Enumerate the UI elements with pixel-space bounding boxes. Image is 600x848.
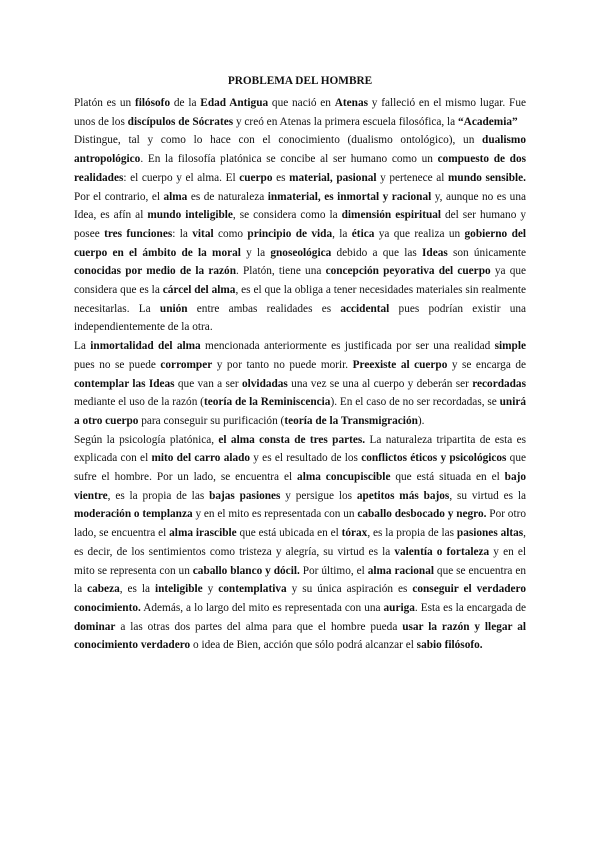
bold-text-run: “Academia” xyxy=(458,115,518,128)
bold-text-run: gobierno del cuerpo en el ámbito de la moral xyxy=(74,227,526,259)
bold-text-run: alma xyxy=(163,190,188,203)
text-run: mediante el uso de la razón ( xyxy=(74,396,204,409)
text-run: pues podrían existir una independientemente de la otra. xyxy=(74,302,527,334)
text-run: mencionada anteriormente es justificada por ser una realidad xyxy=(200,340,495,353)
bold-text-run: discípulos de Sócrates xyxy=(127,115,234,128)
bold-text-run: compuesto de dos realidades xyxy=(74,153,526,184)
text-run: Por otro lado, se encuentra el xyxy=(74,508,527,540)
text-run: como xyxy=(213,227,248,240)
bold-text-run: Ideas xyxy=(422,246,448,259)
bold-text-run: tres funciones xyxy=(104,227,173,240)
text-run: , es la propia de las xyxy=(367,527,457,540)
text-run: y en el mito es representada con un xyxy=(192,508,358,521)
bold-text-run: bajas pasiones xyxy=(209,489,281,502)
bold-text-run: conocidas por medio de la razón xyxy=(74,265,236,278)
text-run: , su virtud es la xyxy=(449,489,527,502)
bold-text-run: Preexiste al cuerpo xyxy=(352,358,448,371)
text-run: , la xyxy=(332,227,352,240)
text-run: que nació en xyxy=(268,97,335,109)
text-run: para conseguir su purificación ( xyxy=(138,414,285,427)
text-run: que está ubicada en el xyxy=(236,527,342,540)
bold-text-run: el alma consta de tres partes. xyxy=(218,433,366,446)
bold-text-run: tórax xyxy=(341,527,368,540)
bold-text-run: bajo vientre xyxy=(74,471,526,502)
bold-text-run: cuerpo xyxy=(239,171,273,184)
text-run: y es el resultado de los xyxy=(250,452,362,465)
text-run: debido a que las xyxy=(331,246,423,259)
bold-text-run: unión xyxy=(159,302,188,315)
text-run: a las otras dos partes del alma para que el hombre pueda xyxy=(115,620,403,633)
text-run: es xyxy=(272,171,290,184)
bold-text-run: conseguir el verdadero conocimiento. xyxy=(74,583,527,614)
bold-text-run: cárcel del alma xyxy=(162,284,236,297)
text-run: entre ambas realidades es xyxy=(187,302,341,315)
text-run: una vez se una al cuerpo y deberán ser xyxy=(287,377,473,390)
bold-text-run: alma concupiscible xyxy=(297,471,391,484)
text-run: ). En el caso de no ser recordadas, se xyxy=(330,396,500,409)
paragraph xyxy=(74,94,526,131)
bold-text-run: inmortalidad del alma xyxy=(90,340,201,353)
text-run: , es la xyxy=(119,583,155,596)
text-run: Por último, el xyxy=(299,564,368,577)
text-run: que sufre el hombre. Por un lado, se encuentra el xyxy=(74,452,526,484)
bold-text-run: olvidadas xyxy=(242,377,288,390)
bold-text-run: accidental xyxy=(340,302,390,315)
bold-text-run: inmaterial, es inmortal y racional xyxy=(267,190,432,203)
text-run: . Platón, tiene una xyxy=(235,265,326,278)
text-run: que van a ser xyxy=(174,377,242,390)
text-run: , se considera como la xyxy=(232,209,342,222)
text-run: y la xyxy=(240,246,271,259)
bold-text-run: vital xyxy=(192,227,214,240)
bold-text-run: mito del carro alado xyxy=(151,452,251,465)
bold-text-run: caballo blanco y dócil. xyxy=(192,564,300,577)
bold-text-run: concepción peyorativa del cuerpo xyxy=(325,265,491,278)
bold-text-run: caballo desbocado y negro. xyxy=(357,508,487,521)
bold-text-run: unirá a otro cuerpo xyxy=(74,396,527,427)
text-run: que se encuentra en la xyxy=(74,564,526,596)
text-run: Distingue, tal y como lo hace con el conocimiento (dualismo ontológico), un xyxy=(74,134,483,147)
text-run: Según la psicología platónica, xyxy=(74,433,219,446)
bold-text-run: teoría de la Reminiscencia xyxy=(203,396,331,409)
bold-text-run: gnoseológica xyxy=(270,246,332,259)
bold-text-run: dualismo antropológico xyxy=(74,134,526,166)
text-run: de la xyxy=(170,97,201,109)
text-run: y, aunque no es una Idea, es afín al xyxy=(74,190,526,222)
text-run: y xyxy=(202,583,219,596)
bold-text-run: usar la razón y llegar al conocimiento verdadero xyxy=(74,620,526,652)
text-run: Por el contrario, el xyxy=(74,190,164,203)
text-run: . En la filosofía platónica se concibe al ser humano como un xyxy=(140,153,438,166)
text-run: son únicamente xyxy=(447,246,526,259)
text-run: ya que realiza un xyxy=(374,227,465,240)
text-run: Además, a lo largo del mito es representada con una xyxy=(140,601,384,614)
bold-text-run: principio de vida xyxy=(247,227,333,240)
bold-text-run: mundo sensible. xyxy=(448,171,526,184)
text-run: , es el que la obliga a tener necesidades materiales sin realmente necesitarlas. La xyxy=(74,284,526,315)
bold-text-run: conflictos éticos y psicológicos xyxy=(361,452,507,465)
text-run: : la xyxy=(172,227,193,240)
paragraph xyxy=(74,337,526,431)
text-run: La xyxy=(74,340,91,353)
text-run: ). xyxy=(417,414,425,427)
bold-text-run: Atenas xyxy=(334,97,369,109)
bold-text-run: dominar xyxy=(74,620,116,633)
bold-text-run: mundo inteligible xyxy=(147,209,233,222)
text-run: , es decir, de los sentimientos como tristeza y alegría, su virtud es la xyxy=(74,527,526,558)
paragraph xyxy=(74,131,526,337)
bold-text-run: sabio filósofo. xyxy=(416,639,483,652)
bold-text-run: alma racional xyxy=(367,564,434,577)
bold-text-run: corromper xyxy=(160,358,213,371)
text-run: es de naturaleza xyxy=(187,190,268,203)
bold-text-run: teoría de la Transmigración xyxy=(284,414,418,427)
bold-text-run: dimensión espiritual xyxy=(341,209,442,222)
text-run: : el cuerpo y el alma. El xyxy=(123,171,240,184)
text-run: pues no se puede xyxy=(74,358,161,371)
bold-text-run: inteligible xyxy=(154,583,203,596)
text-run: del ser humano y posee xyxy=(74,209,526,240)
text-run: y su única aspiración es xyxy=(286,583,413,596)
text-run: . Esta es la encargada de xyxy=(414,601,526,614)
bold-text-run: recordadas xyxy=(472,377,526,390)
bold-text-run: material, pasional xyxy=(289,171,377,184)
bold-text-run: apetitos más bajos xyxy=(356,489,450,502)
text-run: y en el mito se representa con un xyxy=(74,545,527,577)
bold-text-run: moderación o templanza xyxy=(74,508,193,521)
bold-text-run: contemplar las Ideas xyxy=(74,377,175,390)
bold-text-run: contemplativa xyxy=(218,583,287,596)
text-run: que está situada en el xyxy=(390,471,505,484)
bold-text-run: filósofo xyxy=(134,97,171,109)
text-run: y falleció en el mismo lugar. Fue unos de los xyxy=(74,97,526,128)
paragraph xyxy=(74,431,526,655)
document-body xyxy=(74,94,526,655)
text-run: y creó en Atenas la primera escuela filosófica, la xyxy=(233,115,459,128)
bold-text-run: alma irascible xyxy=(169,527,237,540)
bold-text-run: Edad Antigua xyxy=(200,97,269,109)
bold-text-run: auriga xyxy=(383,601,415,614)
bold-text-run: valentía o fortaleza xyxy=(394,545,490,558)
text-run: Platón es un xyxy=(74,97,135,109)
bold-text-run: cabeza xyxy=(87,583,120,596)
text-run: y se encarga de xyxy=(447,358,527,371)
text-run: o idea de Bien, acción que sólo podrá alcanzar el xyxy=(190,639,417,652)
text-run: y pertenece al xyxy=(376,171,448,184)
text-run: ya que considera que es la xyxy=(74,265,527,297)
text-run: y por tanto no puede morir. xyxy=(212,358,353,371)
document-title: PROBLEMA DEL HOMBRE xyxy=(227,75,373,87)
bold-text-run: ética xyxy=(351,227,375,240)
text-run: , es la propia de las xyxy=(107,489,210,502)
bold-text-run: simple xyxy=(494,340,526,353)
bold-text-run: pasiones altas xyxy=(456,527,524,540)
text-run: y persigue los xyxy=(280,489,357,502)
text-run: La naturaleza tripartita de esta es explicada con el xyxy=(74,433,527,465)
